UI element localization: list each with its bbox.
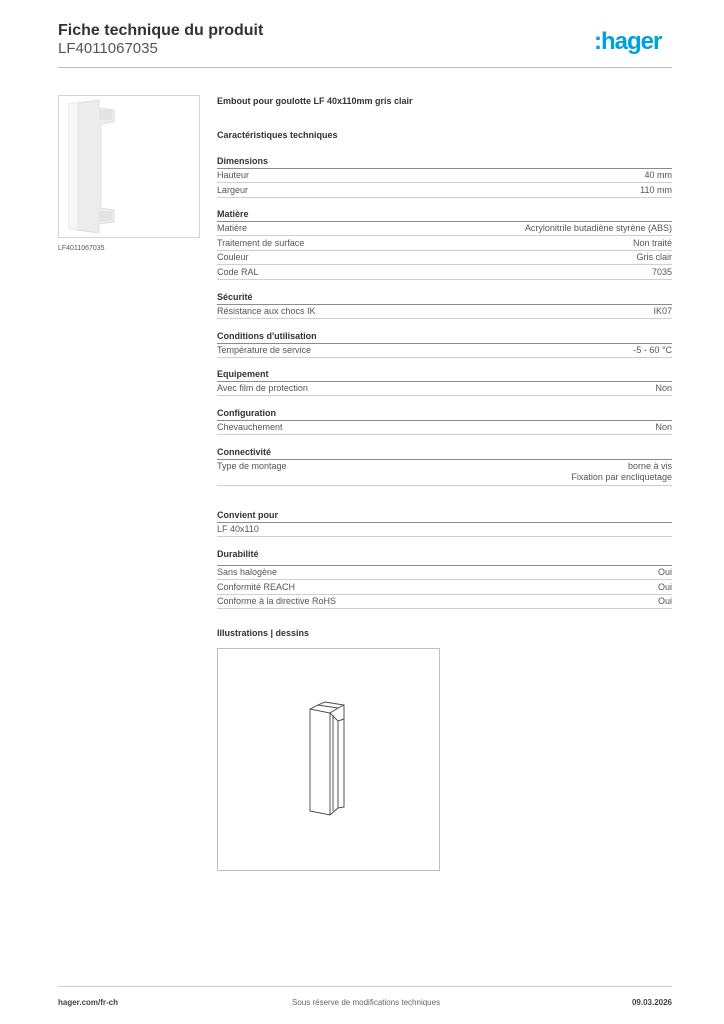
spec-row-reach [217, 581, 672, 595]
spec-value: borne à vis [627, 461, 672, 471]
spec-label: Sans halogène [217, 567, 278, 577]
spec-label: Traitement de surface [217, 238, 305, 248]
spec-row-largeur [217, 184, 672, 198]
spec-row-couleur [217, 251, 672, 265]
spec-value: Oui [657, 582, 672, 592]
footer-notice: Sous réserve de modifications techniques [292, 998, 441, 1007]
section-title-connectivite: Connectivité [217, 447, 272, 457]
spec-value: 110 mm [640, 185, 672, 195]
spec-value: Acrylonitrile butadiène styrène (ABS) [524, 223, 672, 233]
spec-row-traitement [217, 237, 672, 251]
spec-row-chevauchement [217, 421, 672, 435]
section-title-dimensions: Dimensions [217, 156, 269, 166]
line-drawing [218, 649, 439, 870]
hager-logo[interactable] [594, 27, 676, 57]
footer-divider [58, 986, 672, 987]
spec-value-secondary: Fixation par encliquetage [571, 472, 672, 482]
product-image [59, 96, 199, 237]
product-thumbnail[interactable] [58, 95, 200, 238]
product-name: Embout pour goulotte LF 40x110mm gris clair [217, 96, 413, 106]
spec-label: Avec film de protection [217, 383, 308, 393]
spec-row-halogene [217, 566, 672, 580]
spec-value: Oui [657, 567, 672, 577]
spec-row-ik [217, 305, 672, 319]
footer-date: 09.03.2026 [631, 998, 672, 1007]
spec-value: IK07 [653, 306, 672, 316]
spec-label: Couleur [217, 252, 249, 262]
spec-row-temperature [217, 344, 672, 358]
spec-value: Non traité [632, 238, 672, 248]
illustrations-heading: Illustrations | dessins [217, 628, 310, 638]
thumbnail-caption: LF4011067035 [58, 245, 105, 252]
section-title-convient: Convient pour [217, 510, 278, 520]
spec-row-hauteur [217, 169, 672, 183]
tech-heading: Caractéristiques techniques [217, 130, 338, 140]
logo-text: :hager [594, 28, 662, 55]
header-divider [58, 67, 672, 68]
page-title: Fiche technique du produit [58, 22, 264, 39]
spec-row-montage [217, 460, 672, 486]
spec-row-rohs [217, 595, 672, 609]
section-title-matiere: Matière [217, 209, 249, 219]
section-title-equipement: Equipement [217, 369, 269, 379]
spec-row-convient [217, 523, 672, 537]
spec-label: Matière [217, 223, 248, 233]
illustration-frame[interactable] [217, 648, 440, 871]
spec-label: Largeur [217, 185, 249, 195]
spec-row-film [217, 382, 672, 396]
footer-website-link[interactable]: hager.com/fr-ch [58, 998, 119, 1007]
spec-row-matiere [217, 222, 672, 236]
spec-value: -5 - 60 °C [633, 345, 672, 355]
spec-label: Chevauchement [217, 422, 283, 432]
spec-label: Hauteur [217, 170, 250, 180]
spec-label: Conforme à la directive RoHS [217, 596, 337, 606]
section-title-durabilite: Durabilité [217, 549, 259, 559]
spec-value: 40 mm [644, 170, 672, 180]
section-title-securite: Sécurité [217, 292, 253, 302]
spec-value: 7035 [651, 267, 672, 277]
spec-value: Gris clair [636, 252, 672, 262]
spec-label: Type de montage [217, 461, 287, 471]
spec-label: Code RAL [217, 267, 259, 277]
spec-row-code-ral [217, 266, 672, 280]
product-reference: LF4011067035 [58, 40, 158, 57]
spec-label: Conformité REACH [217, 582, 296, 592]
spec-value: Non [655, 422, 672, 432]
spec-label: LF 40x110 [217, 524, 259, 534]
section-title-configuration: Configuration [217, 408, 276, 418]
section-title-conditions: Conditions d'utilisation [217, 331, 317, 341]
spec-label: Résistance aux chocs IK [217, 306, 316, 316]
spec-value: Non [655, 383, 672, 393]
spec-value: Oui [657, 596, 672, 606]
spec-label: Température de service [217, 345, 312, 355]
